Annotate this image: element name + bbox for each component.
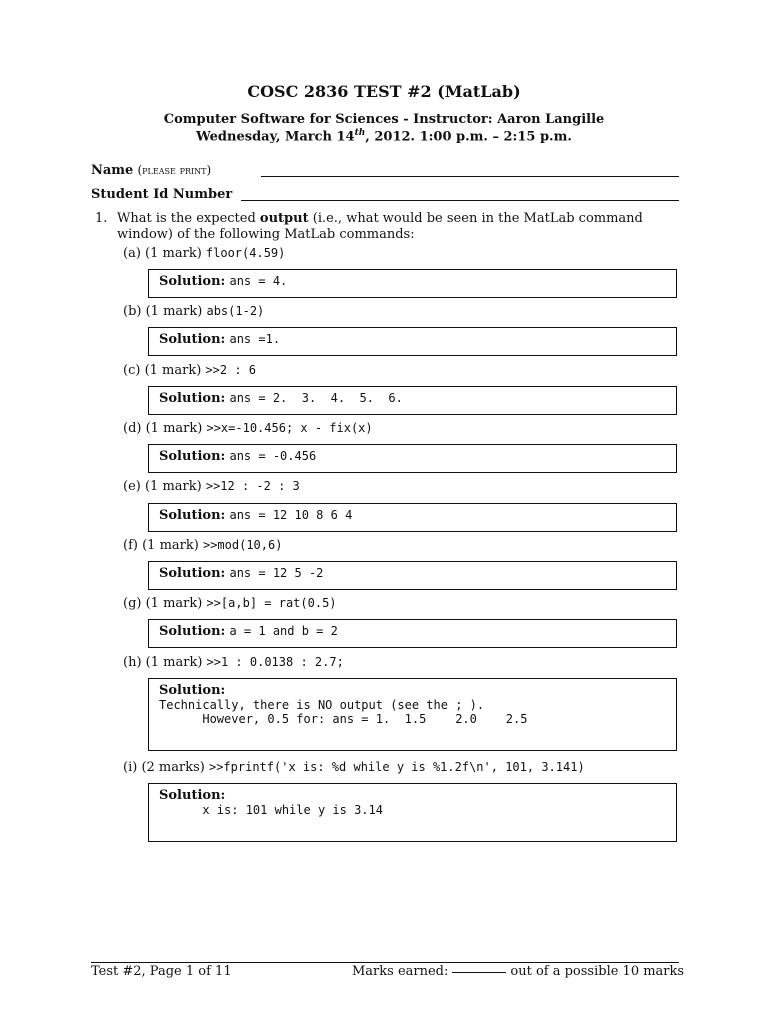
- solution-label: Solution:: [159, 788, 226, 803]
- item-command: >>[a,b] = rat(0.5): [206, 596, 337, 610]
- item-marks: (1 mark): [144, 363, 202, 378]
- question-item-c: [123, 363, 256, 378]
- solution-line: ans = 4.: [229, 274, 288, 288]
- solution-label: Solution:: [159, 566, 226, 581]
- exam-date: [0, 128, 768, 144]
- item-marks: (1 mark): [144, 479, 202, 494]
- course-subtitle: Computer Software for Sciences - Instructor: Aaron Langille: [163, 112, 605, 127]
- solution-label: Solution:: [159, 391, 226, 406]
- item-command: >>2 : 6: [205, 363, 257, 377]
- solution-line: However, 0.5 for: ans = 1. 1.5 2.0 2.5: [159, 712, 528, 726]
- footer-marks-total: out of a possible 10 marks: [510, 964, 685, 979]
- item-letter: (e): [123, 479, 141, 494]
- solution-label: Solution:: [159, 274, 226, 289]
- item-command: >>fprintf('x is: %d while y is %1.2f\n', 101, 3.141): [208, 760, 585, 774]
- item-letter: (g): [123, 596, 142, 611]
- marks-earned-blank[interactable]: [452, 971, 506, 973]
- question-text-start: What is the expected: [117, 211, 260, 226]
- name-input-line[interactable]: [261, 176, 679, 177]
- solution-label: Solution:: [159, 508, 226, 523]
- name-label-text: Name: [91, 163, 134, 178]
- item-letter: (c): [123, 363, 141, 378]
- solution-line: ans = 2. 3. 4. 5. 6.: [229, 391, 403, 405]
- solution-box-g: [148, 619, 677, 648]
- solution-line: a = 1 and b = 2: [229, 624, 338, 638]
- exam-date-main: Wednesday, March 14: [196, 129, 355, 145]
- item-command: floor(4.59): [205, 246, 286, 260]
- student-id-label: [91, 187, 232, 202]
- solution-box-e: [148, 503, 677, 532]
- solution-box-i: [148, 783, 677, 842]
- solution-box-c: [148, 386, 677, 415]
- solution-box-f: [148, 561, 677, 590]
- footer-marks-label: Marks earned:: [352, 964, 449, 979]
- solution-label: Solution:: [159, 624, 226, 639]
- item-command: >>mod(10,6): [202, 538, 283, 552]
- question-item-a: [123, 246, 285, 261]
- footer-rule: [91, 962, 679, 963]
- name-field: [91, 161, 679, 179]
- solution-line: Technically, there is NO output (see the ; ).: [159, 698, 485, 712]
- item-command: abs(1-2): [206, 304, 265, 318]
- solution-line: x is: 101 while y is 3.14: [159, 803, 383, 817]
- solution-label: Solution:: [159, 449, 226, 464]
- solution-line: ans = -0.456: [229, 449, 317, 463]
- question-item-e: [123, 479, 300, 494]
- item-letter: (h): [123, 655, 142, 670]
- name-label-note: (please print): [137, 163, 212, 177]
- item-marks: (1 mark): [145, 421, 203, 436]
- question-item-i: [123, 760, 585, 775]
- question-text-end: (i.e., what would be seen in the MatLab command window) of the following MatLab commands:: [117, 211, 643, 242]
- student-id-input-line[interactable]: [241, 200, 679, 201]
- item-marks: (1 mark): [145, 304, 203, 319]
- solution-line: ans = 12 5 -2: [229, 566, 324, 580]
- item-letter: (i): [123, 760, 138, 775]
- solution-box-a: [148, 269, 677, 298]
- solution-box-h: [148, 678, 677, 751]
- question-item-h: [123, 655, 344, 670]
- question-item-d: [123, 421, 373, 436]
- item-letter: (f): [123, 538, 138, 553]
- solution-line: ans = 12 10 8 6 4: [229, 508, 353, 522]
- question-item-f: [123, 538, 282, 553]
- item-letter: (a): [123, 246, 141, 261]
- solution-label: Solution:: [159, 332, 226, 347]
- student-id-label-text: Student Id Number: [91, 187, 233, 202]
- question-number: 1.: [95, 211, 108, 226]
- exam-date-suffix: th: [354, 128, 366, 138]
- item-marks: (1 mark): [145, 246, 202, 261]
- solution-box-b: [148, 327, 677, 356]
- solution-box-d: [148, 444, 677, 473]
- item-marks: (1 mark): [145, 596, 203, 611]
- page-title: COSC 2836 TEST #2 (MatLab): [247, 82, 521, 101]
- footer-marks: [352, 964, 684, 979]
- item-command: >>x=-10.456; x - fix(x): [206, 421, 373, 435]
- item-command: >>12 : -2 : 3: [205, 479, 300, 493]
- question-text: [117, 211, 687, 243]
- student-id-field: [91, 185, 679, 203]
- question-item-b: [123, 304, 264, 319]
- name-label: [91, 163, 211, 178]
- question-item-g: [123, 596, 337, 611]
- item-marks: (2 marks): [141, 760, 205, 775]
- question-text-keyword: output: [259, 211, 309, 226]
- item-letter: (b): [123, 304, 142, 319]
- item-marks: (1 mark): [145, 655, 203, 670]
- item-letter: (d): [123, 421, 142, 436]
- item-marks: (1 mark): [142, 538, 199, 553]
- exam-date-time: , 2012. 1:00 p.m. – 2:15 p.m.: [365, 129, 572, 145]
- item-command: >>1 : 0.0138 : 2.7;: [206, 655, 344, 669]
- solution-line: ans =1.: [229, 332, 281, 346]
- footer-page-number: Test #2, Page 1 of 11: [91, 964, 232, 979]
- solution-label: Solution:: [159, 683, 226, 698]
